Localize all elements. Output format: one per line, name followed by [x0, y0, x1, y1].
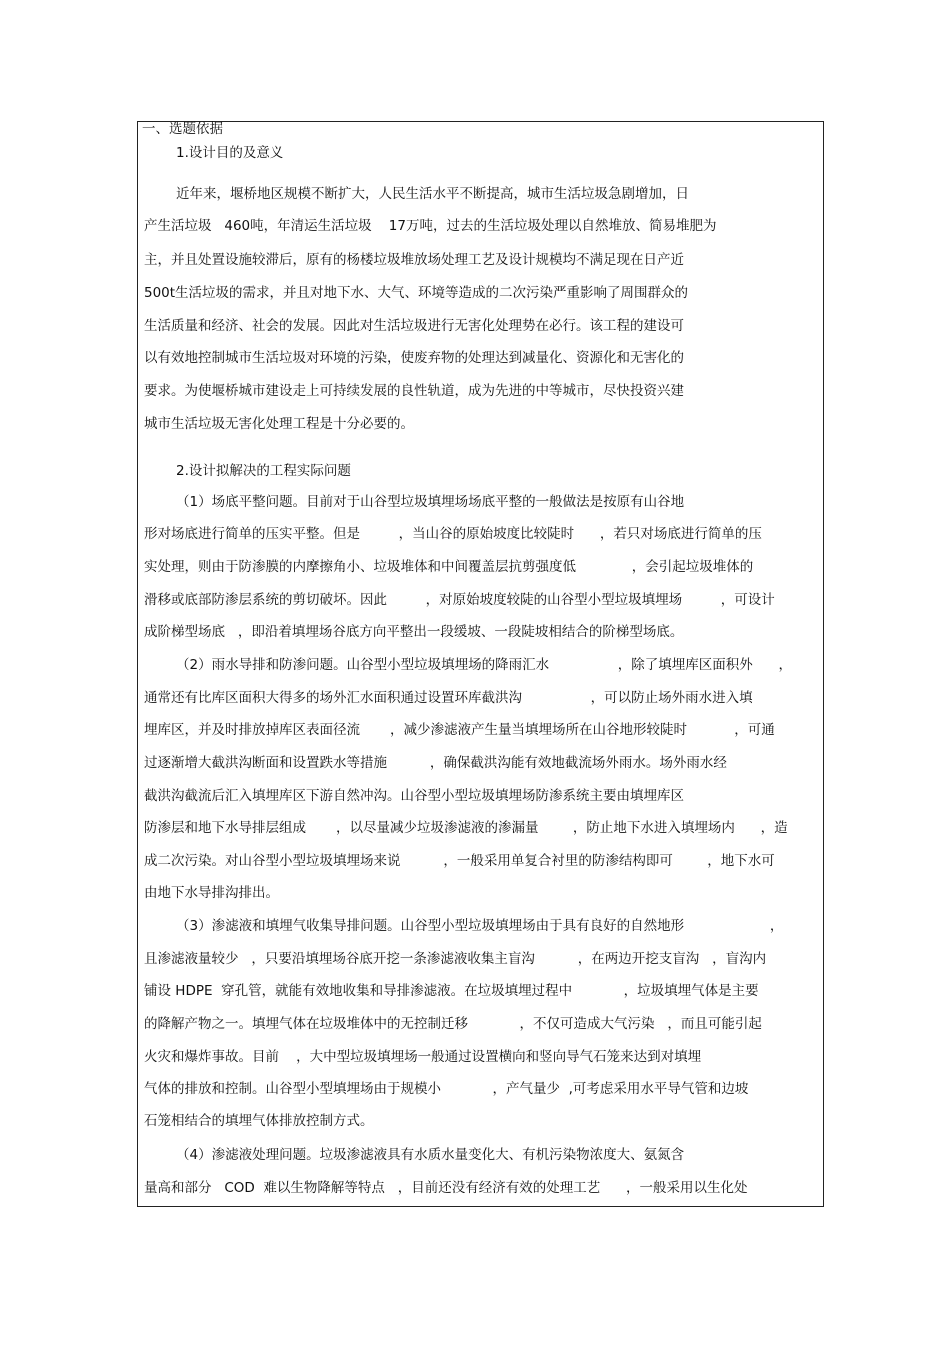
text-line: 产生活垃圾 460吨，年清运生活垃圾 17万吨，过去的生活垃圾处理以自然堆放、简易堆肥为 — [144, 218, 717, 234]
text-line: （1）场底平整问题。目前对于山谷型垃圾填埋场场底平整的一般做法是按原有山谷地 — [176, 494, 685, 510]
subheading-purpose: 1.设计目的及意义 — [176, 145, 284, 161]
text-line: 要求。为使堰桥城市建设走上可持续发展的良性轨道，成为先进的中等城市，尽快投资兴建 — [144, 383, 684, 399]
text-line: 成阶梯型场底 ，即沿着填埋场谷底方向平整出一段缓坡、一段陡坡相结合的阶梯型场底。 — [144, 624, 684, 640]
section-heading: 一、选题依据 — [142, 121, 223, 137]
text-line: 以有效地控制城市生活垃圾对环境的污染，使废弃物的处理达到减量化、资源化和无害化的 — [144, 350, 684, 366]
text-line: 滑移或底部防渗层系统的剪切破坏。因此 ，对原始坡度较陡的山谷型小型垃圾填埋场 ，可设计 — [144, 592, 775, 608]
text-line: 火灾和爆炸事故。目前 ，大中型垃圾填埋场一般通过设置横向和竖向导气石笼来达到对填埋 — [144, 1049, 702, 1065]
text-line: 500t生活垃圾的需求，并且对地下水、大气、环境等造成的二次污染严重影响了周围群众的 — [144, 285, 689, 301]
text-line: （2）雨水导排和防渗问题。山谷型小型垃圾填埋场的降雨汇水 ，除了填埋库区面积外 ， — [176, 657, 792, 673]
text-line: 铺设 HDPE 穿孔管，就能有效地收集和导排渗滤液。在垃圾填埋过程中 ，垃圾填埋气体是主要 — [144, 983, 759, 999]
text-line: 截洪沟截流后汇入填埋库区下游自然冲沟。山谷型小型垃圾填埋场防渗系统主要由填埋库区 — [144, 788, 684, 804]
text-line: 且渗滤液量较少 ，只要沿填埋场谷底开挖一条渗滤液收集主盲沟 ，在两边开挖支盲沟 ，盲沟内 — [144, 951, 767, 967]
text-line: 气体的排放和控制。山谷型小型填埋场由于规模小 ，产气量少 ,可考虑采用水平导气管和边坡 — [144, 1081, 749, 1097]
text-line: 石笼相结合的填埋气体排放控制方式。 — [144, 1113, 374, 1129]
text-line: 量高和部分 COD 难以生物降解等特点 ，目前还没有经济有效的处理工艺 ，一般采用以生化处 — [144, 1180, 748, 1196]
text-line: 通常还有比库区面积大得多的场外汇水面积通过设置环库截洪沟 ，可以防止场外雨水进入填 — [144, 690, 753, 706]
text-line: 过逐渐增大截洪沟断面和设置跌水等措施 ，确保截洪沟能有效地截流场外雨水。场外雨水经 — [144, 755, 727, 771]
text-line: 埋库区，并及时排放掉库区表面径流 ，减少渗滤液产生量当填埋场所在山谷地形较陡时 ，可通 — [144, 722, 775, 738]
text-line: （3）渗滤液和填埋气收集导排问题。山谷型小型垃圾填埋场由于具有良好的自然地形 ， — [176, 918, 784, 934]
text-line: 防渗层和地下水导排层组成 ，以尽量减少垃圾渗滤液的渗漏量 ，防止地下水进入填埋场内 ，造 — [144, 820, 788, 836]
text-line: 生活质量和经济、社会的发展。因此对生活垃圾进行无害化处理势在必行。该工程的建设可 — [144, 318, 684, 334]
text-line: 实处理，则由于防渗膜的内摩擦角小、垃圾堆体和中间覆盖层抗剪强度低 ，会引起垃圾堆体的 — [144, 559, 754, 575]
text-line: 形对场底进行简单的压实平整。但是 ，当山谷的原始坡度比较陡时 ，若只对场底进行简单的压 — [144, 526, 762, 542]
text-line: 主，并且处置设施较滞后，原有的杨楼垃圾堆放场处理工艺及设计规模均不满足现在日产近 — [144, 252, 684, 268]
text-line: 城市生活垃圾无害化处理工程是十分必要的。 — [144, 416, 414, 432]
text-line: 由地下水导排沟排出。 — [144, 885, 279, 901]
subheading-problems: 2.设计拟解决的工程实际问题 — [176, 463, 351, 479]
text-line: 近年来，堰桥地区规模不断扩大，人民生活水平不断提高，城市生活垃圾急剧增加，日 — [176, 186, 689, 202]
text-line: 的降解产物之一。填埋气体在垃圾堆体中的无控制迁移 ，不仅可造成大气污染 ，而且可能引起 — [144, 1016, 762, 1032]
text-line: 成二次污染。对山谷型小型垃圾填埋场来说 ，一般采用单复合衬里的防渗结构即可 ，地下水可 — [144, 853, 775, 869]
text-line: （4）渗滤液处理问题。垃圾渗滤液具有水质水量变化大、有机污染物浓度大、氨氮含 — [176, 1147, 685, 1163]
